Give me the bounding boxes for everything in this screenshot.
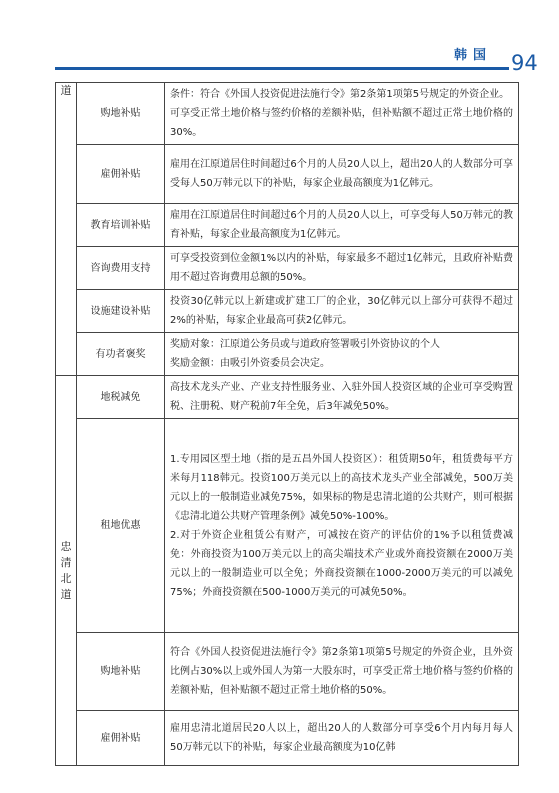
table-row <box>56 145 519 204</box>
item-label: 教育培训补贴 <box>77 204 165 247</box>
table-row <box>56 711 519 766</box>
table-row <box>56 247 519 290</box>
item-description: 可享受投资到位金额1%以内的补贴，每家最多不超过1亿韩元，且政府补贴费用不超过咨询费用总额的50%。 <box>165 247 519 290</box>
table-row <box>56 83 519 145</box>
item-label: 咨询费用支持 <box>77 247 165 290</box>
item-label: 地税减免 <box>77 376 165 419</box>
table-row <box>56 204 519 247</box>
item-label: 雇佣补贴 <box>77 145 165 204</box>
item-description: 条件：符合《外国人投资促进法施行令》第2条第1项第5号规定的外资企业。 可享受正常土地价格与签约价格的差额补贴，但补贴额不超过正常土地价格的30%。 <box>165 83 519 145</box>
header-country: 韩国 <box>454 48 493 63</box>
region-cell: 道 <box>56 83 77 376</box>
page-number: 94 <box>511 51 538 75</box>
item-label: 购地补贴 <box>77 83 165 145</box>
table-row <box>56 633 519 711</box>
header-rule <box>55 67 509 70</box>
item-description: 高技术龙头产业、产业支持性服务业、入驻外国人投资区域的企业可享受购置税、注册税、财产税前7年全免，后3年减免50%。 <box>165 376 519 419</box>
item-description: 雇用在江原道居住时间超过6个月的人员20人以上，可享受每人50万韩元的教育补贴，每家企业最高额度为1亿韩元。 <box>165 204 519 247</box>
item-label: 雇佣补贴 <box>77 711 165 766</box>
table-row <box>56 376 519 419</box>
item-label: 设施建设补贴 <box>77 290 165 333</box>
item-description: 奖励对象：江原道公务员或与道政府签署吸引外资协议的个人 奖励金额：由吸引外资委员会决定。 <box>165 333 519 376</box>
table-row <box>56 419 519 633</box>
item-description: 雇用在江原道居住时间超过6个月的人员20人以上，超出20人的人数部分可享受每人50万韩元以下的补贴，每家企业最高额度为1亿韩元。 <box>165 145 519 204</box>
policy-table <box>55 82 519 766</box>
table-row <box>56 333 519 376</box>
item-description: 1.专用园区型土地（指的是五昌外国人投资区）：租赁期50年，租赁费每平方米每月118韩元。投资100万美元以上的高技术龙头产业全部减免，500万美元以上的一般制造业减免75%，如果标的物是忠清北道的公共财产，则可根据《忠清北道公共财产管理条例》减免50%-100%。 2.对于外资企业租赁公有财产，可减按在资产的评估价的1%予以租赁费减免：外商投资为100万美元以上的高尖端技术产业或外商投资额在2000万美元以上的一般制造业可以全免；外商投资额在1000-2000万美元的可以减免75%；外商投资额在500-1000万美元的可减免50%。 <box>165 419 519 633</box>
item-label: 租地优惠 <box>77 419 165 633</box>
item-label: 购地补贴 <box>77 633 165 711</box>
item-label: 有功者褒奖 <box>77 333 165 376</box>
item-description: 符合《外国人投资促进法施行令》第2条第1项第5号规定的外资企业，且外资比例占30%以上或外国人为第一大股东时，可享受正常土地价格与签约价格的差额补贴，但补贴额不超过正常土地价格的50%。 <box>165 633 519 711</box>
item-description: 投资30亿韩元以上新建或扩建工厂的企业，30亿韩元以上部分可获得不超过2%的补贴，每家企业最高可获2亿韩元。 <box>165 290 519 333</box>
region-cell: 忠 清 北 道 <box>56 376 77 766</box>
table-row <box>56 290 519 333</box>
item-description: 雇用忠清北道居民20人以上，超出20人的人数部分可享受6个月内每月每人50万韩元以下的补贴，每家企业最高额度为10亿韩 <box>165 711 519 766</box>
